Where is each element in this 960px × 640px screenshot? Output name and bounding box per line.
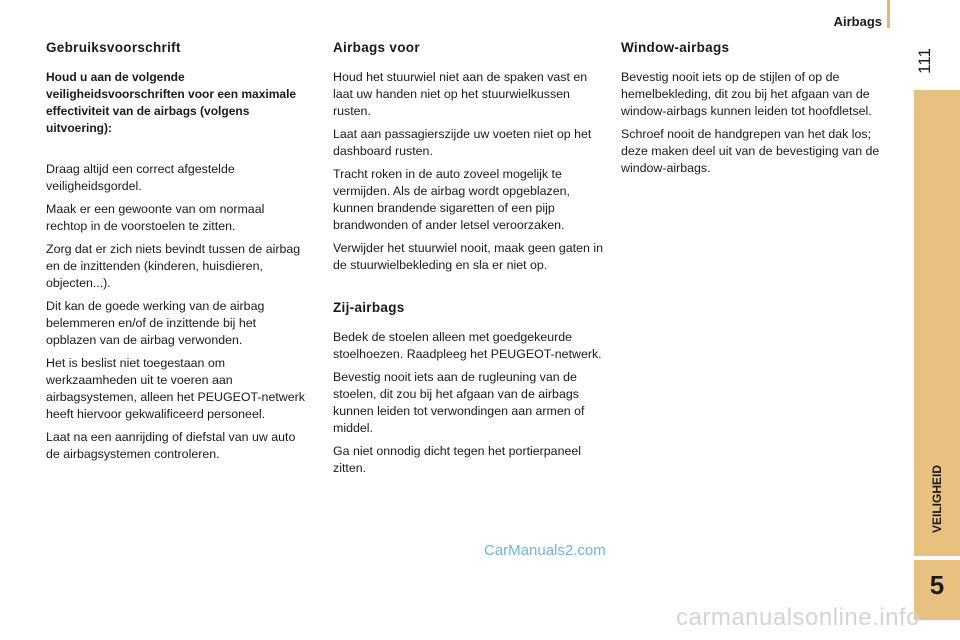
section-side-airbags: [333, 300, 605, 477]
page-number: 111: [915, 48, 934, 74]
header-rule: [887, 0, 890, 28]
intro-paragraph: Houd u aan de volgende veiligheidsvoorschriften voor een maximale effectiviteit van de airbags (volgens uitvoering):: [46, 70, 297, 135]
heading-usage-rules: Gebruiksvoorschrift: [46, 40, 181, 55]
column-front-airbags: [333, 40, 605, 483]
footer-watermark: carmanualsonline.info: [676, 604, 920, 631]
paragraph: Laat aan passagierszijde uw voeten niet op het dashboard rusten.: [333, 127, 592, 158]
paragraph: Verwijder het stuurwiel nooit, maak geen gaten in de stuurwielbekleding en sla er niet op.: [333, 241, 603, 272]
watermark-link[interactable]: CarManuals2.com: [484, 542, 606, 559]
paragraph: Laat na een aanrijding of diefstal van uw auto de airbagsystemen controleren.: [46, 430, 296, 461]
paragraph: Draag altijd een correct afgestelde veiligheidsgordel.: [46, 162, 235, 193]
chapter-number: 5: [914, 560, 960, 620]
column-usage-rules: [46, 40, 308, 469]
heading-window-airbags: Window-airbags: [621, 40, 730, 55]
paragraph: Schroef nooit de handgrepen van het dak los; deze maken deel uit van de bevestiging van de window-airbags.: [621, 127, 880, 175]
heading-front-airbags: Airbags voor: [333, 40, 420, 55]
paragraph: Dit kan de goede werking van de airbag belemmeren en/of de inzittende bij het opblazen van de airbag verwonden.: [46, 299, 265, 347]
chapter-side-label: VEILIGHEID: [930, 464, 944, 533]
paragraph: Ga niet onnodig dicht tegen het portierpaneel zitten.: [333, 444, 581, 475]
paragraph: Houd het stuurwiel niet aan de spaken vast en laat uw handen niet op het stuurwielkussen rusten.: [333, 70, 588, 118]
running-header-title: Airbags: [833, 14, 882, 29]
column-window-airbags: [621, 40, 891, 183]
paragraph: Bedek de stoelen alleen met goedgekeurde stoelhoezen. Raadpleeg het PEUGEOT-netwerk.: [333, 330, 602, 361]
heading-side-airbags: Zij-airbags: [333, 300, 405, 315]
paragraph: Het is beslist niet toegestaan om werkzaamheden uit te voeren aan airbagsystemen, alleen het PEUGEOT-netwerk heeft hiervoor gekwalificeerd personeel.: [46, 356, 305, 421]
paragraph: Bevestig nooit iets aan de rugleuning van de stoelen, dit zou bij het afgaan van de airbags kunnen leiden tot verwondingen aan armen of middel.: [333, 370, 585, 435]
paragraph: Tracht roken in de auto zoveel mogelijk te vermijden. Als de airbag wordt opgeblazen, kunnen brandende sigaretten of een pijp brandwonden of ander letsel veroorzaken.: [333, 167, 570, 232]
paragraph: Maak er een gewoonte van om normaal rechtop in de voorstoelen te zitten.: [46, 202, 265, 233]
paragraph: Zorg dat er zich niets bevindt tussen de airbag en de inzittenden (kinderen, huisdieren, objecten...).: [46, 242, 301, 290]
paragraph: Bevestig nooit iets op de stijlen of op de hemelbekleding, dit zou bij het afgaan van de window-airbags kunnen leiden tot hoofdletsel.: [621, 70, 872, 118]
